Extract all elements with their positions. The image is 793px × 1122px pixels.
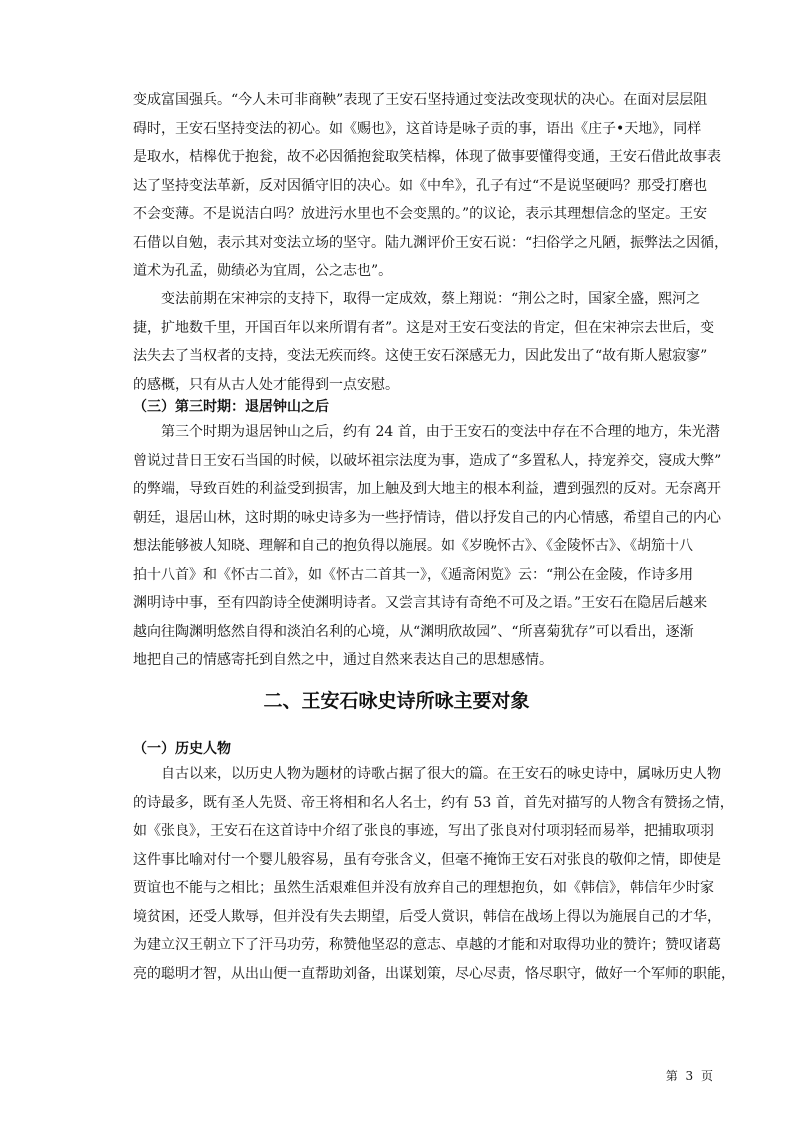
subheading-period-3: （三）第三时期：退居钟山之后 <box>133 399 329 415</box>
text-line: 曾说过昔日王安石当国的时候，以破坏祖宗法度为事，造成了“多置私人，持宠养交，寖成大弊” <box>133 452 722 469</box>
section-title: 二、王安石咏史诗所咏主要对象 <box>263 690 530 712</box>
text-line: 捷，扩地数千里，开国百年以来所谓有者”。这是对王安石变法的肯定，但在宋神宗去世后，变 <box>133 319 715 336</box>
text-line: 拍十八首》和《怀古二首》，如《怀古二首其一》，《遁斋闲览》云：“荆公在金陵，作诗多用 <box>133 566 694 583</box>
text-line: 亮的聪明才智，从出山便一直帮助刘备，出谋划策，尽心尽责，恪尽职守，做好一个军师的职能， <box>133 965 735 982</box>
paragraph-4 <box>133 760 735 988</box>
text-line: 的弊端，导致百姓的利益受到损害，加上触及到大地主的根本利益，遭到强烈的反对。无奈离开 <box>133 481 721 497</box>
text-line: 想法能够被人知晓、理解和自己的抱负得以施展。如《岁晚怀古》、《金陵怀古》、《胡笳十八 <box>133 538 693 554</box>
text-line: 道术为孔孟，勋绩必为宜周，公之志也”。 <box>133 263 393 279</box>
text-line: 法失去了当权者的支持，变法无疾而终。这使王安石深感无力，因此发出了“故有斯人慰寂寥” <box>133 348 708 364</box>
text-line: 朝廷，退居山林，这时期的咏史诗多为一些抒情诗，借以抒发自己的内心情感，希望自己的内心 <box>133 509 721 526</box>
text-line: 境贫困，还受人欺辱，但并没有失去期望，后受人赏识，韩信在战场上得以为施展自己的才华， <box>133 908 721 925</box>
text-line: 第三个时期为退居钟山之后，约有 24 首，由于王安石的变法中存在不合理的地方，朱光潜 <box>161 424 720 440</box>
text-line: 为建立汉王朝立下了汗马功劳，称赞他坚忍的意志、卓越的才能和对取得功业的赞许；赞叹诸葛 <box>133 937 721 953</box>
text-line: 这件事比喻对付一个婴儿般容易，虽有夸张含义，但毫不掩饰王安石对张良的敬仰之情，即使是 <box>133 851 721 868</box>
text-line: 如《张良》，王安石在这首诗中介绍了张良的事迹，写出了张良对付项羽轻而易举，把捕取项羽 <box>133 823 714 839</box>
text-line: 变法前期在宋神宗的支持下，取得一定成效，蔡上翔说：“荆公之时，国家全盛，熙河之 <box>161 291 701 307</box>
subheading-historical-figures: （一）历史人物 <box>133 741 231 757</box>
text-line: 越向往陶渊明悠然自得和淡泊名利的心境，从“渊明欣故园”、“所喜菊犹存”可以看出，逐渐 <box>133 623 694 640</box>
text-line: 达了坚持变法革新，反对因循守旧的决心。如《中牟》，孔子有过“不是说坚硬吗？那受打磨也 <box>133 177 708 194</box>
paragraph-1 <box>133 86 729 286</box>
text-line: 碍时，王安石坚持变法的初心。如《赐也》，这首诗是咏子贡的事，语出《庄子•天地》，同样 <box>133 120 702 137</box>
text-line: 的感概，只有从古人处才能得到一点安慰。 <box>133 376 399 393</box>
paragraph-3 <box>133 418 722 675</box>
text-line: 贾谊也不能与之相比；虽然生活艰难但并没有放弃自己的理想抱负，如《韩信》，韩信年少时家 <box>133 880 714 896</box>
text-line: 的诗最多，既有圣人先贤、帝王将相和名人名士，约有 53 首，首先对描写的人物含有赞扬之情， <box>133 794 734 811</box>
text-line: 不会变薄。不是说洁白吗？放进污水里也不会变黑的。”的议论，表示其理想信念的坚定。王安 <box>133 206 708 222</box>
page-number: 第 3 页 <box>665 1069 715 1083</box>
text-line: 石借以自勉，表示其对变法立场的坚守。陆九渊评价王安石说：“扫俗学之凡陋，振弊法之因循， <box>133 234 729 251</box>
text-line: 地把自己的情感寄托到自然之中，通过自然来表达自己的思想感情。 <box>133 652 553 668</box>
text-line: 渊明诗中事，至有四韵诗全使渊明诗者。又尝言其诗有奇绝不可及之语。”王安石在隐居后越来 <box>133 595 708 611</box>
text-line: 自古以来，以历史人物为题材的诗歌占据了很大的篇。在王安石的咏史诗中，属咏历史人物 <box>161 766 721 782</box>
paragraph-2 <box>133 285 715 399</box>
text-line: 是取水，桔槔优于抱瓮，故不必因循抱瓮取笑桔槔，体现了做事要懂得变通，王安石借此故事表 <box>133 149 721 165</box>
text-line: 变成富国强兵。“今人未可非商鞅”表现了王安石坚持通过变法改变现状的决心。在面对层层阻 <box>133 92 708 108</box>
